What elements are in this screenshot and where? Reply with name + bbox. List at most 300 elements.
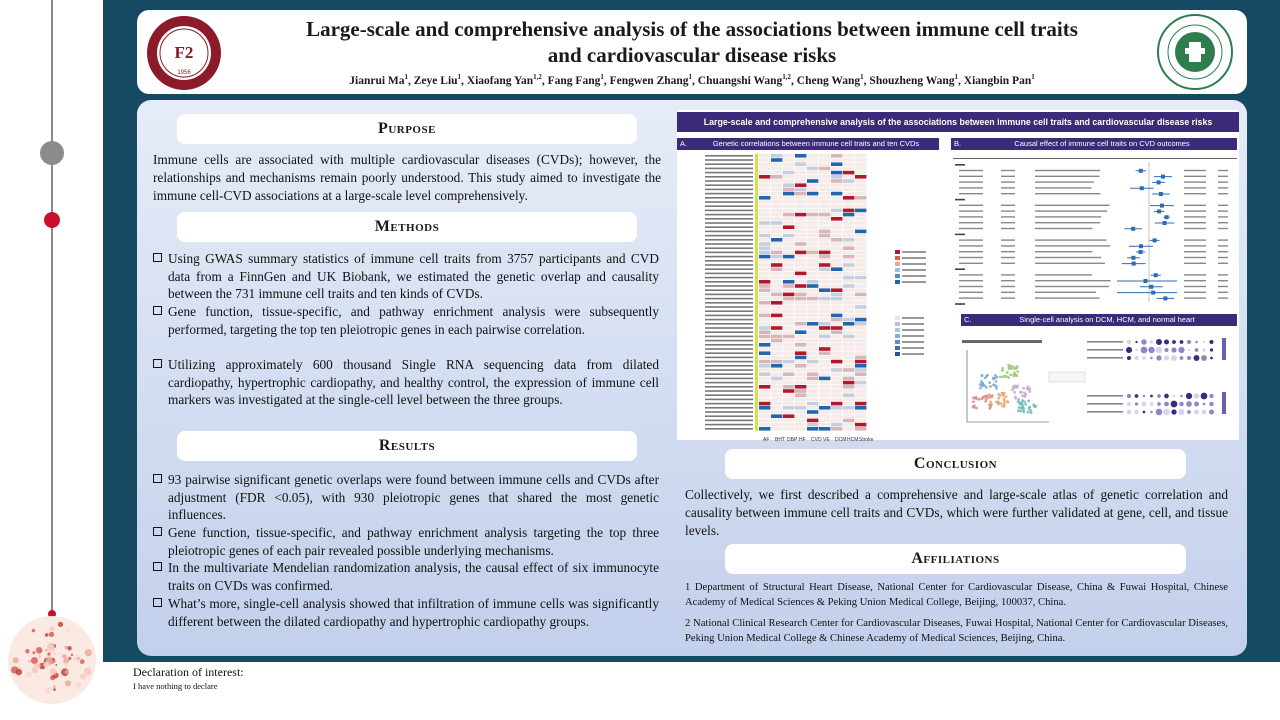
heatmap-cell	[855, 423, 866, 427]
dotplot-dot	[1209, 394, 1213, 398]
heatmap-cell	[807, 309, 818, 313]
heatmap-cell	[807, 204, 818, 208]
legend-label	[902, 275, 926, 277]
heatmap-cell	[855, 339, 866, 343]
forest-cell-text	[1035, 292, 1096, 293]
heatmap-cell	[771, 158, 782, 162]
heatmap-cell	[795, 381, 806, 385]
heatmap-row-label	[705, 226, 753, 228]
author-name: Chuangshi Wang$^{1,2}$	[697, 73, 792, 87]
heatmap-cell	[771, 209, 782, 213]
floral-petal	[25, 649, 29, 653]
forest-cell-text	[959, 205, 983, 206]
heatmap-cell	[759, 213, 770, 217]
heatmap-cell	[831, 204, 842, 208]
heatmap-cell	[807, 297, 818, 301]
heatmap-cell	[759, 393, 770, 397]
heatmap-cell	[795, 284, 806, 288]
forest-cell-text	[1184, 286, 1206, 287]
heatmap-cell	[783, 242, 794, 246]
heatmap-cell	[819, 196, 830, 200]
heatmap-cell	[831, 364, 842, 368]
heatmap-cell	[855, 280, 866, 284]
forest-point	[1154, 273, 1158, 277]
forest-cell-text	[1001, 239, 1015, 240]
umap-cell-point	[997, 393, 1000, 396]
dotplot-dot	[1180, 356, 1184, 360]
heatmap-cell	[855, 167, 866, 171]
heatmap-cell	[831, 368, 842, 372]
umap-cell-point	[1005, 395, 1008, 398]
title-line-2: and cardiovascular disease risks	[547, 43, 837, 67]
heatmap-cell	[759, 221, 770, 225]
heatmap-cell	[795, 305, 806, 309]
heatmap-cell	[807, 364, 818, 368]
forest-point	[1165, 215, 1169, 219]
heatmap-cell	[807, 385, 818, 389]
heatmap-cell	[843, 423, 854, 427]
heatmap-cell	[795, 356, 806, 360]
heatmap-cell	[783, 154, 794, 158]
heatmap-cell	[759, 272, 770, 276]
heatmap-cell	[795, 372, 806, 376]
dotplot-dot	[1142, 402, 1147, 407]
heatmap-cell	[807, 167, 818, 171]
forest-cell-text	[1218, 280, 1228, 281]
heatmap-cell	[759, 385, 770, 389]
heatmap-cell	[831, 335, 842, 339]
heatmap-cell	[783, 276, 794, 280]
author-affiliation-mark: 1	[404, 73, 409, 81]
heatmap-cell	[819, 175, 830, 179]
forest-cell-text	[1001, 274, 1015, 275]
purpose-text: Immune cells are associated with multiple cardiovascular diseases (CVDs); however, the relationships and mechanisms remain poorly understood. This study aimed to investigate the immune cell-CVD associations at a large-scale level comprehensively.	[153, 152, 661, 203]
heatmap-cell	[795, 255, 806, 259]
heatmap-cell	[843, 204, 854, 208]
heatmap-cell	[855, 175, 866, 179]
heatmap-cell	[819, 246, 830, 250]
heatmap-cell	[795, 351, 806, 355]
heatmap-cell	[843, 398, 854, 402]
heatmap-cell	[807, 251, 818, 255]
affiliations-heading: Affiliations	[725, 544, 1186, 574]
heatmap-cell	[819, 322, 830, 326]
floral-petal	[13, 657, 19, 663]
forest-cell-text	[1035, 280, 1111, 281]
heatmap-cell	[843, 272, 854, 276]
heatmap-cell	[819, 389, 830, 393]
dotplot-dot	[1178, 347, 1184, 353]
heatmap-cell	[855, 221, 866, 225]
heatmap-cell	[771, 280, 782, 284]
heatmap-cell	[783, 419, 794, 423]
heatmap-cell	[819, 318, 830, 322]
heatmap-cell	[855, 196, 866, 200]
floral-petal	[50, 626, 55, 631]
heatmap-cell	[795, 297, 806, 301]
heatmap-cell	[795, 200, 806, 204]
forest-point	[1163, 296, 1167, 300]
heatmap-cell	[771, 225, 782, 229]
figure-title: Large-scale and comprehensive analysis of the associations between immune cell traits and cardiovascular disease risks	[677, 112, 1239, 132]
heatmap-cell	[855, 377, 866, 381]
heatmap-cell	[855, 158, 866, 162]
heatmap-cell	[843, 364, 854, 368]
umap-cell-point	[988, 381, 991, 384]
heatmap-cell	[795, 427, 806, 431]
forest-cell-text	[1001, 193, 1015, 194]
heatmap-cell	[771, 406, 782, 410]
heatmap-row-label	[705, 205, 753, 207]
heatmap-row-label	[705, 214, 753, 216]
dotplot-dot	[1201, 355, 1207, 361]
heatmap-cell	[807, 406, 818, 410]
heatmap-cell	[831, 318, 842, 322]
heatmap-cell	[831, 242, 842, 246]
heatmap-cell	[771, 196, 782, 200]
forest-point	[1139, 244, 1143, 248]
heatmap-cell	[807, 410, 818, 414]
heatmap-cell	[807, 389, 818, 393]
heatmap-cell	[771, 217, 782, 221]
heatmap-cell	[831, 314, 842, 318]
heatmap-cell	[759, 343, 770, 347]
heatmap-cell	[843, 183, 854, 187]
forest-group-label	[955, 268, 965, 270]
forest-cell-text	[1001, 251, 1015, 252]
forest-cell-text	[1035, 257, 1101, 258]
heatmap-cell	[759, 419, 770, 423]
heatmap-cell	[855, 192, 866, 196]
heatmap-cell	[831, 200, 842, 204]
heatmap-cell	[843, 162, 854, 166]
heatmap-cell	[759, 238, 770, 242]
heatmap-row-label	[705, 264, 753, 266]
heatmap-cell	[843, 175, 854, 179]
forest-cell-text	[1001, 216, 1015, 217]
heatmap-cell	[843, 276, 854, 280]
heatmap-cell	[759, 225, 770, 229]
forest-cell-text	[1218, 263, 1228, 264]
heatmap-cell	[855, 330, 866, 334]
heatmap-cell	[795, 410, 806, 414]
dotplot-row-label	[1087, 341, 1123, 343]
dotplot-dot	[1194, 402, 1199, 407]
forest-point	[1153, 238, 1157, 242]
heatmap-cell	[795, 246, 806, 250]
heatmap-cell	[771, 377, 782, 381]
heatmap-cell	[843, 318, 854, 322]
heatmap-cell	[843, 284, 854, 288]
bullet-box-icon	[153, 359, 162, 368]
heatmap-cell	[759, 259, 770, 263]
heatmap-cell	[819, 330, 830, 334]
heatmap-cell	[771, 318, 782, 322]
legend-label	[902, 341, 924, 343]
heatmap-cell	[771, 192, 782, 196]
heatmap-cell	[831, 259, 842, 263]
heatmap-cell	[771, 230, 782, 234]
heatmap-cell	[819, 402, 830, 406]
heatmap-cell	[819, 234, 830, 238]
legend-label	[902, 269, 926, 271]
heatmap-cell	[843, 225, 854, 229]
dotplot-dot	[1172, 340, 1176, 344]
heatmap-cell	[759, 410, 770, 414]
heatmap-cell	[855, 414, 866, 418]
bullet-box-icon	[153, 474, 162, 483]
heatmap-cell	[831, 389, 842, 393]
legend-label	[902, 353, 924, 355]
heatmap-cell	[855, 230, 866, 234]
forest-cell-text	[1218, 193, 1228, 194]
heatmap-cell	[759, 305, 770, 309]
heatmap-cell	[771, 242, 782, 246]
forest-group-label	[955, 164, 965, 166]
heatmap-cell	[795, 263, 806, 267]
heatmap-cell	[795, 393, 806, 397]
heatmap-cell	[771, 183, 782, 187]
heatmap-cell	[831, 330, 842, 334]
heatmap-cell	[783, 335, 794, 339]
heatmap-cell	[759, 175, 770, 179]
umap-cell-point	[981, 397, 984, 400]
dotplot-dot	[1202, 348, 1205, 351]
heatmap-cell	[843, 322, 854, 326]
dotplot-dot	[1186, 393, 1192, 399]
heatmap-cell	[819, 221, 830, 225]
heatmap-cell	[795, 179, 806, 183]
heatmap-cell	[819, 335, 830, 339]
heatmap-cell	[807, 255, 818, 259]
heatmap-cell	[771, 213, 782, 217]
heatmap-cell	[771, 301, 782, 305]
heatmap-cell	[831, 162, 842, 166]
heatmap-cell	[807, 158, 818, 162]
heatmap-cell	[831, 427, 842, 431]
forest-cell-text	[959, 176, 983, 177]
heatmap-cell	[819, 368, 830, 372]
heatmap-cell	[759, 209, 770, 213]
heatmap-cell	[783, 288, 794, 292]
heatmap-cell	[795, 280, 806, 284]
heatmap-cell	[807, 293, 818, 297]
heatmap-row-label	[705, 386, 753, 388]
heatmap-cell	[843, 330, 854, 334]
heatmap-cell	[795, 377, 806, 381]
heatmap-cell	[759, 179, 770, 183]
heatmap-cell	[831, 167, 842, 171]
heatmap-cell	[795, 318, 806, 322]
heatmap-cell	[855, 188, 866, 192]
heatmap-cell	[783, 330, 794, 334]
heatmap-cell	[831, 225, 842, 229]
legend-label	[902, 329, 924, 331]
heatmap-cell	[843, 314, 854, 318]
heatmap-cell	[783, 398, 794, 402]
heatmap-cell	[795, 158, 806, 162]
heatmap-cell	[759, 326, 770, 330]
forest-cell-text	[1035, 228, 1092, 229]
heatmap-cell	[771, 284, 782, 288]
heatmap-cell	[831, 393, 842, 397]
forest-cell-text	[959, 280, 983, 281]
heatmap-cell	[759, 377, 770, 381]
heatmap-cell	[819, 171, 830, 175]
heatmap-cell	[843, 167, 854, 171]
heatmap-cell	[759, 276, 770, 280]
forest-cell-text	[959, 251, 983, 252]
umap-cell-point	[989, 385, 992, 388]
umap-cell-point	[1017, 409, 1020, 412]
heatmap-cell	[771, 162, 782, 166]
heatmap-cell	[795, 314, 806, 318]
heatmap-cell	[831, 347, 842, 351]
forest-point	[1161, 175, 1165, 179]
heatmap-cell	[795, 339, 806, 343]
umap-cell-point	[1028, 407, 1031, 410]
heatmap-cell	[783, 339, 794, 343]
forest-cell-text	[1001, 245, 1015, 246]
forest-cell-text	[1218, 239, 1228, 240]
forest-cell-text	[959, 286, 983, 287]
heatmap-cell	[855, 217, 866, 221]
heatmap-cell	[759, 402, 770, 406]
dotplot-dot	[1188, 349, 1190, 351]
heatmap-cell	[795, 276, 806, 280]
heatmap-cell	[795, 171, 806, 175]
heatmap-cell	[783, 225, 794, 229]
forest-cell-text	[1184, 170, 1206, 171]
floral-petal	[32, 651, 35, 654]
forest-cell-text	[959, 181, 983, 182]
heatmap-cell	[771, 255, 782, 259]
heatmap-cell	[771, 402, 782, 406]
dotplot-dot	[1156, 409, 1163, 416]
heatmap-cell	[831, 158, 842, 162]
forest-cell-text	[1218, 292, 1228, 293]
umap-cell-point	[1003, 402, 1006, 405]
heatmap-row-label	[705, 336, 753, 338]
heatmap-cell	[819, 154, 830, 158]
heatmap-cell	[783, 389, 794, 393]
forest-cell-text	[1001, 280, 1015, 281]
heatmap-cell	[855, 410, 866, 414]
heatmap-cell	[831, 398, 842, 402]
results-figure	[677, 110, 1239, 444]
heatmap-cell	[843, 393, 854, 397]
heatmap-cell	[807, 217, 818, 221]
heatmap-cell	[771, 372, 782, 376]
heatmap-row-label	[705, 357, 753, 359]
heatmap-cell	[843, 402, 854, 406]
heatmap-row-label	[705, 294, 753, 296]
heatmap-cell	[795, 389, 806, 393]
heatmap-cell	[771, 171, 782, 175]
umap-cell-point	[1027, 399, 1030, 402]
umap-cell-point	[978, 398, 981, 401]
heatmap-cell	[855, 309, 866, 313]
legend-swatch	[895, 340, 900, 344]
heatmap-cell	[759, 330, 770, 334]
heatmap-cell	[843, 234, 854, 238]
heatmap-cell	[843, 356, 854, 360]
heatmap-cell	[855, 318, 866, 322]
heatmap-cell	[771, 339, 782, 343]
heatmap-cell	[843, 406, 854, 410]
forest-cell-text	[1035, 263, 1105, 264]
heatmap-cell	[795, 402, 806, 406]
forest-point	[1159, 192, 1163, 196]
forest-cell-text	[1218, 216, 1228, 217]
heatmap-cell	[759, 318, 770, 322]
forest-cell-text	[1001, 187, 1015, 188]
dotplot-color-scale	[1222, 392, 1226, 414]
forest-cell-text	[959, 170, 983, 171]
heatmap-cell	[831, 419, 842, 423]
heatmap-cell	[783, 234, 794, 238]
umap-cell-point	[999, 376, 1002, 379]
heatmap-cell	[759, 351, 770, 355]
heatmap-cell	[783, 314, 794, 318]
heatmap-cell	[855, 272, 866, 276]
heatmap-cell	[783, 309, 794, 313]
forest-cell-text	[1001, 176, 1015, 177]
heatmap-cell	[843, 158, 854, 162]
heatmap-cell	[795, 326, 806, 330]
dotplot-dot	[1171, 409, 1176, 414]
umap-cell-point	[975, 396, 978, 399]
heatmap-cell	[759, 297, 770, 301]
umap-cell-point	[1014, 397, 1017, 400]
dotplot-dot	[1142, 356, 1146, 360]
dotplot-dot	[1156, 339, 1162, 345]
heatmap-cell	[771, 188, 782, 192]
heatmap-cell	[843, 360, 854, 364]
forest-cell-text	[1035, 286, 1109, 287]
umap-cell-point	[1023, 401, 1026, 404]
heatmap-cell	[819, 364, 830, 368]
heatmap-cell	[843, 385, 854, 389]
heatmap-cell	[855, 351, 866, 355]
forest-cell-text	[1184, 176, 1206, 177]
heatmap-cell	[819, 267, 830, 271]
heatmap-row-label	[705, 155, 753, 157]
heatmap-cell	[783, 196, 794, 200]
left-decoration	[0, 0, 103, 662]
heatmap-cell	[819, 326, 830, 330]
heatmap-cell	[831, 305, 842, 309]
author-affiliation-mark: 1	[600, 73, 604, 81]
heatmap-cell	[771, 309, 782, 313]
forest-point	[1140, 186, 1144, 190]
heatmap-cell	[855, 347, 866, 351]
forest-cell-text	[959, 216, 983, 217]
floral-petal	[75, 682, 81, 688]
dotplot-dot	[1135, 402, 1138, 405]
dotplot-dot	[1134, 410, 1138, 414]
heatmap-cell	[819, 179, 830, 183]
forest-cell-text	[1001, 181, 1015, 182]
heatmap-cell	[783, 171, 794, 175]
forest-cell-text	[1035, 187, 1091, 188]
heatmap-cell	[807, 326, 818, 330]
heatmap-cell	[831, 372, 842, 376]
heatmap-row-label	[705, 239, 753, 241]
heatmap-cell	[783, 284, 794, 288]
heatmap-cell	[855, 293, 866, 297]
heatmap-cell	[771, 398, 782, 402]
